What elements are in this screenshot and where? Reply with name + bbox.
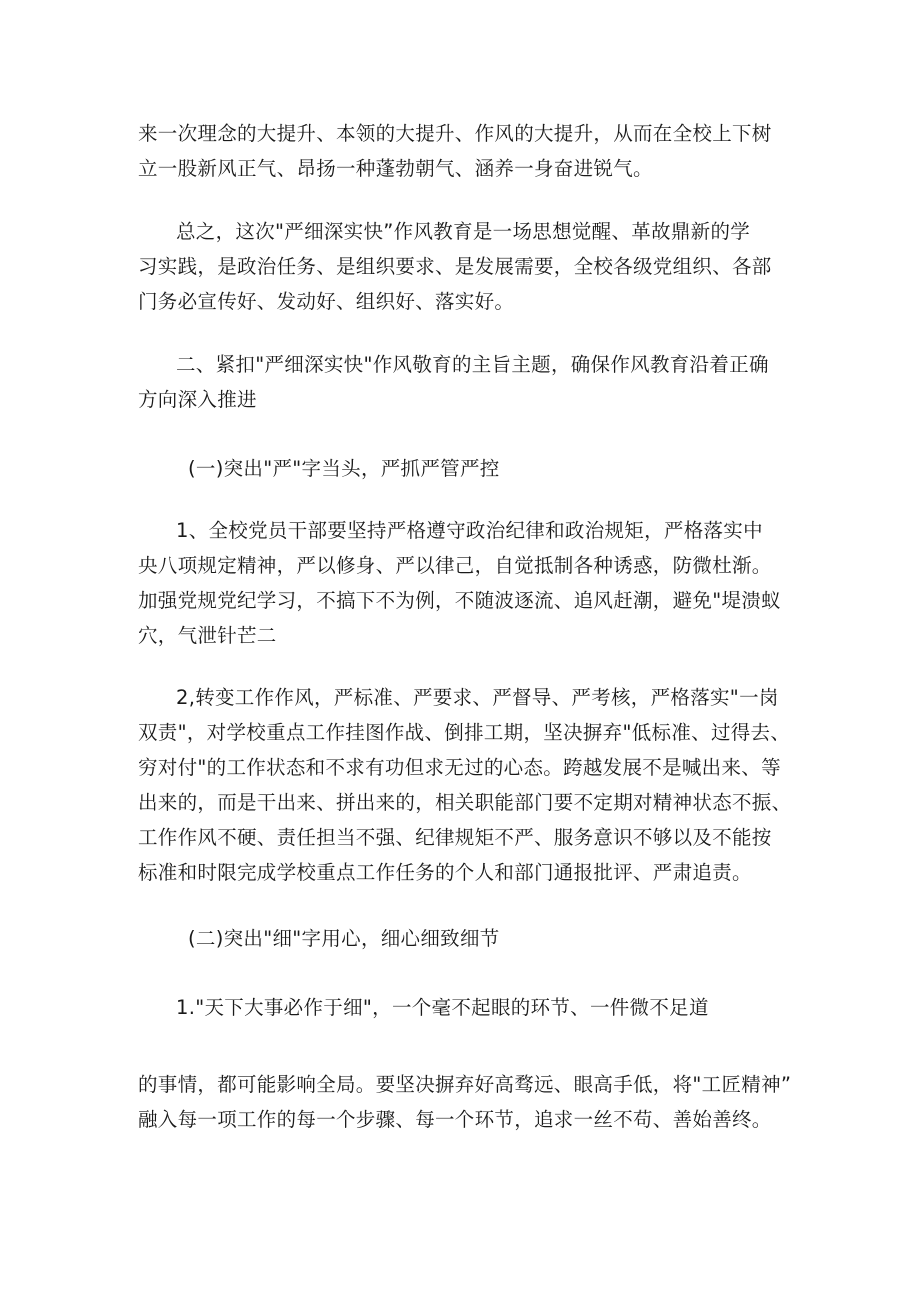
text-line: 穷对付"的工作状态和不求有功但求无过的心态。跨越发展不是喊出来、等 [138, 756, 781, 779]
text-line: 立一股新风正气、昂扬一种蓬勃朝气、涵养一身奋进锐气。 [138, 157, 653, 180]
paragraph-summary [138, 214, 788, 319]
paragraph-intro-continuation [138, 116, 788, 186]
text-line: 加强党规党纪学习，不搞下不为例，不随波逐流、追风赶潮，避免"堤溃蚁 [138, 589, 781, 612]
paragraph-item-2-1 [138, 990, 788, 1025]
paragraph-item-2-1-continuation [138, 1067, 792, 1137]
paragraph-item-1-2 [138, 680, 792, 890]
text-line: 融入每一项工作的每一个步骤、每一个环节，追求一丝不苟、善始善终。 [138, 1108, 772, 1131]
subheading-strict [138, 451, 788, 486]
text-line: (一)突出"严"字当头，严抓严管严控 [188, 457, 500, 480]
text-line: 1、全校党员干部要坚持严格遵守政治纪律和政治规矩，严格落实中 [176, 519, 763, 542]
text-line: 工作作风不硬、责任担当不强、纪律规矩不严、服务意识不够以及不能按 [138, 826, 772, 849]
text-line: 双责"，对学校重点工作挂图作战、倒排工期，坚决摒弃"低标准、过得去、 [138, 721, 791, 744]
text-line: 方向深入推进 [138, 388, 257, 411]
text-line: 出来的，而是干出来、拼出来的，相关职能部门要不定期对精神状态不振、 [138, 791, 792, 814]
subheading-detail [138, 921, 788, 956]
paragraph-item-1-1 [138, 513, 788, 653]
text-line: 穴，气泄针芒二 [138, 624, 277, 647]
text-line: 来一次理念的大提升、本领的大提升、作风的大提升，从而在全校上下树 [138, 122, 772, 145]
text-line: 总之，这次"严细深实快”作风教育是一场思想觉醒、革故鼎新的学 [176, 220, 751, 243]
text-line: 二、紧扣"严细深实快"作风敬育的主旨主题，确保作风教育沿着正确 [176, 353, 769, 376]
text-line: 的事情，都可能影响全局。要坚决摒弃好高骛远、眼高手低，将"工匠精神” [138, 1073, 792, 1096]
text-line: 标准和时限完成学校重点工作任务的个人和部门通报批评、严肃追责。 [138, 861, 752, 884]
text-line: 1."天下大事必作于细"，一个毫不起眼的环节、一件微不足道 [176, 996, 709, 1019]
text-line: 央八项规定精神，严以修身、严以律己，自觉抵制各种诱惑，防微杜渐。 [138, 554, 772, 577]
text-line: 2,转变工作作风，严标准、严要求、严督导、严考核，严格落实"一岗 [176, 686, 779, 709]
text-line: 习实践，是政治任务、是组织要求、是发展需要，全校各级党组织、各部 [138, 255, 772, 278]
text-line: (二)突出"细"字用心，细心细致细节 [188, 927, 500, 950]
section-2-heading [138, 347, 788, 417]
text-line: 门务必宣传好、发动好、组织好、落实好。 [138, 290, 515, 313]
